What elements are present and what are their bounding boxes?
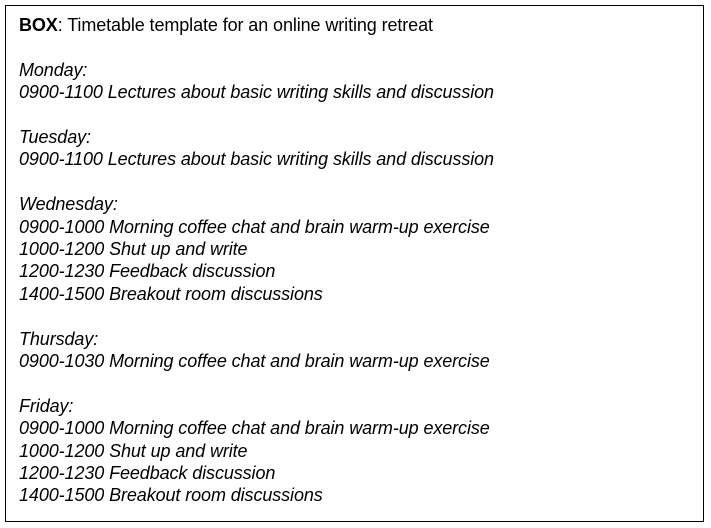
schedule-entry: 1000-1200 Shut up and write	[19, 239, 248, 260]
schedule-entry: 1200-1230 Feedback discussion	[19, 463, 276, 484]
day-name: Thursday:	[19, 328, 99, 349]
timetable-content	[19, 14, 494, 507]
day-name: Tuesday:	[19, 127, 91, 147]
schedule-entry: 1200-1230 Feedback discussion	[19, 261, 276, 282]
timetable-box	[5, 5, 704, 522]
schedule-entry: 1000-1200 Shut up and write	[19, 440, 248, 461]
day-wednesday	[19, 193, 494, 305]
day-monday	[19, 59, 494, 104]
box-label: BOX	[19, 15, 58, 35]
day-name: Wednesday:	[19, 194, 118, 215]
day-name: Friday:	[19, 395, 74, 416]
schedule-entry: 1400-1500 Breakout room discussions	[19, 283, 323, 304]
schedule-entry: 0900-1100 Lectures about basic writing skills and discussion	[19, 82, 494, 103]
day-tuesday	[19, 126, 494, 171]
schedule-entry: 1400-1500 Breakout room discussions	[19, 485, 323, 506]
day-friday	[19, 395, 494, 507]
schedule-entry: 0900-1100 Lectures about basic writing skills and discussion	[19, 149, 494, 170]
day-thursday	[19, 328, 494, 373]
schedule-entry: 0900-1030 Morning coffee chat and brain warm-up exercise	[19, 351, 490, 372]
schedule-entry: 0900-1000 Morning coffee chat and brain warm-up exercise	[19, 418, 490, 439]
schedule-entry: 0900-1000 Morning coffee chat and brain warm-up exercise	[19, 216, 490, 237]
box-title-text: : Timetable template for an online writing retreat	[57, 15, 433, 35]
box-title	[19, 14, 494, 36]
day-name: Monday:	[19, 59, 88, 80]
